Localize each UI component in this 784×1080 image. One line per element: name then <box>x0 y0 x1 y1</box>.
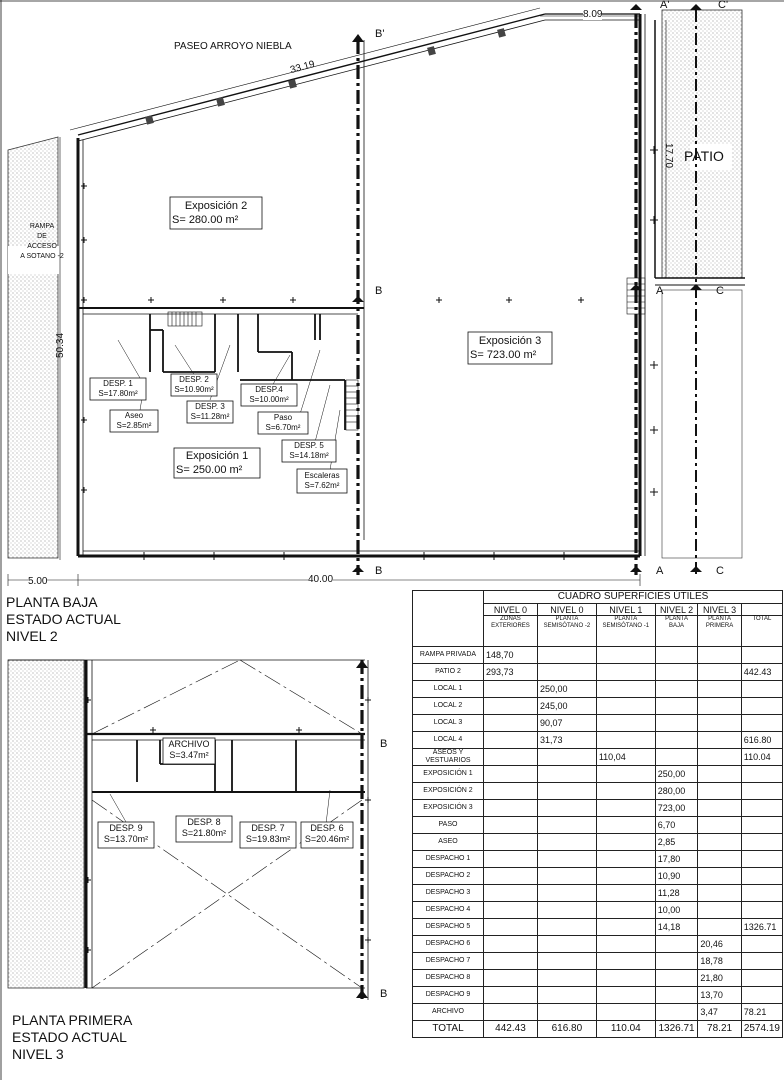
table-cell: 18,78 <box>698 953 741 970</box>
room-exposicion-2 <box>172 199 260 227</box>
room-name: DESP. 2 <box>179 375 209 384</box>
room-name: DESP. 7 <box>251 823 285 833</box>
table-cell <box>537 766 596 783</box>
surface-table <box>412 590 783 1038</box>
total-cell: 110.04 <box>596 1021 655 1038</box>
table-cell <box>484 783 538 800</box>
column-subheader: PLANTA SEMISÓTANO -1 <box>596 616 655 647</box>
table-cell <box>698 766 741 783</box>
row-label: PASO <box>413 817 484 834</box>
table-cell <box>741 868 782 885</box>
row-label: ARCHIVO <box>413 1004 484 1021</box>
table-cell <box>537 817 596 834</box>
table-row <box>413 817 783 834</box>
table-cell <box>484 970 538 987</box>
table-cell <box>484 681 538 698</box>
table-row <box>413 664 783 681</box>
table-cell <box>655 953 698 970</box>
table-cell <box>698 868 741 885</box>
row-label: EXPOSICIÓN 3 <box>413 800 484 817</box>
table-cell <box>741 953 782 970</box>
total-cell: 442.43 <box>484 1021 538 1038</box>
table-cell <box>698 834 741 851</box>
table-cell <box>537 987 596 1004</box>
room-name: Aseo <box>124 411 144 420</box>
table-cell <box>596 698 655 715</box>
table-cell <box>484 987 538 1004</box>
table-cell <box>655 987 698 1004</box>
section-mark-b-top: B' <box>375 28 385 40</box>
ramp-label-line: ACCESO <box>27 243 57 250</box>
table-cell <box>741 902 782 919</box>
table-cell <box>537 664 596 681</box>
room-name: DESP. 3 <box>195 402 225 411</box>
column-subheader: PLANTA PRIMERA <box>698 616 741 647</box>
ramp-label-line: A SOTANO -2 <box>20 253 64 260</box>
table-cell: 6,70 <box>655 817 698 834</box>
room-desp-7 <box>241 823 295 845</box>
room-escaleras <box>298 471 346 491</box>
table-row <box>413 851 783 868</box>
room-desp-5 <box>283 441 335 461</box>
room-area: S= 250.00 m² <box>176 464 243 476</box>
row-label: LOCAL 4 <box>413 732 484 749</box>
room-area: S=13.70m² <box>103 834 149 844</box>
row-label: DESPACHO 5 <box>413 919 484 936</box>
table-cell <box>741 834 782 851</box>
section-mark-b-mid: B <box>375 285 383 297</box>
title-line: NIVEL 2 <box>6 628 58 644</box>
table-cell: 442.43 <box>741 664 782 681</box>
table-cell <box>484 698 538 715</box>
table-cell <box>596 970 655 987</box>
table-cell <box>484 749 538 766</box>
table-cell <box>537 885 596 902</box>
table-cell: 10,00 <box>655 902 698 919</box>
section-mark-c-top: C' <box>718 0 729 11</box>
table-cell: 3,47 <box>698 1004 741 1021</box>
table-row <box>413 800 783 817</box>
row-label: ASEOS Y VESTUARIOS <box>413 749 484 766</box>
table-cell: 293,73 <box>484 664 538 681</box>
section-mark-a-mid: A <box>656 285 664 297</box>
table-cell: 20,46 <box>698 936 741 953</box>
room-desp-4 <box>242 385 296 405</box>
section-mark-b-top-first: B <box>380 738 388 750</box>
row-label: PATIO 2 <box>413 664 484 681</box>
table-cell <box>596 681 655 698</box>
room-exposicion-3 <box>470 334 550 362</box>
totals-row <box>413 1021 783 1038</box>
table-cell <box>698 902 741 919</box>
table-cell <box>698 749 741 766</box>
table-cell <box>537 800 596 817</box>
table-row <box>413 1004 783 1021</box>
table-cell <box>655 732 698 749</box>
row-label: DESPACHO 8 <box>413 970 484 987</box>
dimension-diagonal: 33.19 <box>289 58 317 77</box>
table-cell: 148,70 <box>484 647 538 664</box>
room-area: S=21.80m² <box>181 828 227 838</box>
column-subheader: PLANTA SEMISÓTANO -2 <box>537 616 596 647</box>
table-cell: 245,00 <box>537 698 596 715</box>
row-label: DESPACHO 2 <box>413 868 484 885</box>
first-floor-title <box>12 1012 132 1063</box>
table-cell <box>484 732 538 749</box>
columns <box>81 146 658 560</box>
table-cell <box>537 783 596 800</box>
table-cell <box>596 817 655 834</box>
room-name: ARCHIVO <box>168 739 210 749</box>
table-cell: 11,28 <box>655 885 698 902</box>
table-cell <box>537 919 596 936</box>
table-cell <box>698 885 741 902</box>
table-cell <box>741 766 782 783</box>
ramp-area <box>8 137 58 558</box>
table-cell <box>698 732 741 749</box>
room-name: DESP.4 <box>255 385 283 394</box>
room-area: S= 280.00 m² <box>172 214 239 226</box>
table-cell <box>741 681 782 698</box>
table-cell <box>698 817 741 834</box>
row-label: LOCAL 3 <box>413 715 484 732</box>
table-cell <box>537 851 596 868</box>
room-area: S=11.28m² <box>190 412 230 421</box>
street-label: PASEO ARROYO NIEBLA <box>174 41 292 52</box>
table-cell: 31,73 <box>537 732 596 749</box>
table-cell <box>537 970 596 987</box>
room-area: S=14.18m² <box>289 451 329 460</box>
row-label: EXPOSICIÓN 1 <box>413 766 484 783</box>
table-cell <box>484 817 538 834</box>
room-name: DESP. 1 <box>103 379 133 388</box>
table-cell <box>655 664 698 681</box>
dimension-bottom: 40.00 <box>308 574 334 585</box>
dimension-bottom-left: 5.00 <box>28 576 48 587</box>
dimension-patio: 17.70 <box>663 142 675 169</box>
table-body <box>413 647 783 1021</box>
table-cell <box>596 851 655 868</box>
patio-label: PATIO <box>684 148 724 164</box>
table-cell <box>698 698 741 715</box>
table-cell <box>655 715 698 732</box>
title-line: ESTADO ACTUAL <box>6 611 121 627</box>
room-area: S=19.83m² <box>245 834 291 844</box>
table-cell <box>655 698 698 715</box>
room-area: S= 723.00 m² <box>470 349 537 361</box>
table-cell <box>741 851 782 868</box>
table-cell: 250,00 <box>537 681 596 698</box>
room-area: S=20.46m² <box>304 834 350 844</box>
room-name: Exposición 1 <box>185 450 249 462</box>
table-cell <box>596 919 655 936</box>
room-name: DESP. 8 <box>187 817 221 827</box>
table-row <box>413 834 783 851</box>
table-cell <box>596 800 655 817</box>
dimension-side: 50.34 <box>55 332 67 359</box>
table-cell <box>698 664 741 681</box>
table-cell <box>741 885 782 902</box>
room-name: Exposición 3 <box>478 335 542 347</box>
table-cell: 90,07 <box>537 715 596 732</box>
table-cell <box>484 936 538 953</box>
room-area: S=3.47m² <box>169 750 209 760</box>
patio-strip <box>662 290 742 558</box>
room-desp-6 <box>302 823 352 845</box>
room-desp-1 <box>91 379 145 399</box>
table-row <box>413 732 783 749</box>
section-mark-b-bottom: B <box>375 565 383 577</box>
room-aseo <box>111 411 157 431</box>
table-cell <box>698 919 741 936</box>
table-cell <box>596 766 655 783</box>
table-row <box>413 953 783 970</box>
room-area: S=7.62m² <box>304 481 340 490</box>
section-mark-a-bottom: A <box>656 565 664 577</box>
table-cell: 14,18 <box>655 919 698 936</box>
section-mark-b-bottom-first: B <box>380 988 388 1000</box>
table-cell <box>741 698 782 715</box>
first-floor-dotted-area <box>8 660 84 988</box>
table-cell: 280,00 <box>655 783 698 800</box>
table-cell <box>537 749 596 766</box>
table-cell <box>596 783 655 800</box>
table-cell <box>596 1004 655 1021</box>
table-cell <box>484 851 538 868</box>
room-desp-3 <box>188 402 232 422</box>
table-cell <box>741 800 782 817</box>
table-row <box>413 885 783 902</box>
table-cell <box>655 970 698 987</box>
table-cell <box>596 885 655 902</box>
level-header: NIVEL 0 <box>484 604 538 616</box>
table-cell <box>537 953 596 970</box>
table-cell <box>484 1004 538 1021</box>
title-line: NIVEL 3 <box>12 1046 64 1062</box>
room-desp-8 <box>177 817 231 839</box>
table-cell <box>596 987 655 1004</box>
room-area: S=17.80m² <box>98 389 138 398</box>
table-cell <box>741 715 782 732</box>
table-cell <box>596 902 655 919</box>
room-archivo <box>164 739 214 761</box>
row-label: LOCAL 1 <box>413 681 484 698</box>
table-cell <box>596 732 655 749</box>
table-cell: 17,80 <box>655 851 698 868</box>
table-row <box>413 936 783 953</box>
table-cell <box>698 783 741 800</box>
row-label: DESPACHO 9 <box>413 987 484 1004</box>
table-cell <box>484 953 538 970</box>
table-cell: 723,00 <box>655 800 698 817</box>
table-cell <box>741 936 782 953</box>
room-name: DESP. 6 <box>310 823 344 833</box>
table-cell <box>741 817 782 834</box>
table-cell: 10,90 <box>655 868 698 885</box>
table-cell <box>484 800 538 817</box>
ramp-label-line: DE <box>37 233 47 240</box>
section-mark-c-bottom: C <box>716 565 724 577</box>
ground-floor-title <box>6 594 121 645</box>
table-row <box>413 766 783 783</box>
total-cell: 1326.71 <box>655 1021 698 1038</box>
table-cell <box>484 919 538 936</box>
column-subheader: TOTAL <box>741 616 782 647</box>
row-label: DESPACHO 3 <box>413 885 484 902</box>
table-caption-spacer <box>413 591 484 647</box>
level-header: NIVEL 0 <box>537 604 596 616</box>
table-cell <box>698 800 741 817</box>
room-area: S=10.90m² <box>174 385 214 394</box>
ramp-label <box>8 222 76 262</box>
table-row <box>413 715 783 732</box>
table-row <box>413 902 783 919</box>
table-cell: 21,80 <box>698 970 741 987</box>
room-paso <box>259 413 307 433</box>
table-row <box>413 987 783 1004</box>
total-cell: 78.21 <box>698 1021 741 1038</box>
row-label: RAMPA PRIVADA <box>413 647 484 664</box>
table-cell <box>698 647 741 664</box>
table-cell <box>741 970 782 987</box>
room-name: Escaleras <box>304 471 340 480</box>
room-area: S=2.85m² <box>116 421 152 430</box>
table-cell <box>484 902 538 919</box>
table-cell: 1326.71 <box>741 919 782 936</box>
table-row <box>413 647 783 664</box>
total-cell: 616.80 <box>537 1021 596 1038</box>
table-cell <box>537 834 596 851</box>
row-label: ASEO <box>413 834 484 851</box>
table-row <box>413 698 783 715</box>
table-cell <box>484 715 538 732</box>
room-desp-9 <box>99 823 153 845</box>
row-label: DESPACHO 6 <box>413 936 484 953</box>
table-cell <box>655 647 698 664</box>
table-cell <box>596 664 655 681</box>
table-cell <box>741 783 782 800</box>
table-row <box>413 681 783 698</box>
table-cell <box>596 715 655 732</box>
level-header-empty <box>741 604 782 616</box>
row-label: LOCAL 2 <box>413 698 484 715</box>
row-label: DESPACHO 4 <box>413 902 484 919</box>
table-caption: CUADRO SUPERFICIES ÚTILES <box>484 591 783 604</box>
level-header: NIVEL 2 <box>655 604 698 616</box>
section-mark-c-mid: C <box>716 285 724 297</box>
row-label: DESPACHO 7 <box>413 953 484 970</box>
room-name: Exposición 2 <box>184 200 248 212</box>
table-cell <box>698 851 741 868</box>
title-line: PLANTA PRIMERA <box>12 1012 133 1028</box>
table-cell <box>484 868 538 885</box>
room-exposicion-1 <box>176 449 258 477</box>
table-cell: 250,00 <box>655 766 698 783</box>
room-area: S=10.00m² <box>249 395 289 404</box>
table-cell <box>537 1004 596 1021</box>
column-subheader: ZONAS EXTERIORES <box>484 616 538 647</box>
level-header: NIVEL 1 <box>596 604 655 616</box>
table-cell <box>484 834 538 851</box>
table-cell <box>655 749 698 766</box>
table-cell <box>741 987 782 1004</box>
table-cell: 110,04 <box>596 749 655 766</box>
table-cell <box>698 681 741 698</box>
level-header: NIVEL 3 <box>698 604 741 616</box>
total-label: TOTAL <box>413 1021 484 1038</box>
title-line: ESTADO ACTUAL <box>12 1029 127 1045</box>
table-cell <box>655 936 698 953</box>
room-desp-2 <box>172 375 216 395</box>
column-subheader: PLANTA BAJA <box>655 616 698 647</box>
row-label: DESPACHO 1 <box>413 851 484 868</box>
table-row <box>413 919 783 936</box>
table-cell <box>741 647 782 664</box>
table-cell <box>596 834 655 851</box>
table-cell <box>655 681 698 698</box>
table-cell <box>596 868 655 885</box>
table-cell <box>537 902 596 919</box>
table-cell <box>596 953 655 970</box>
ramp-label-line: RAMPA <box>29 223 55 230</box>
stairs <box>168 278 645 430</box>
table-row <box>413 970 783 987</box>
table-cell <box>596 647 655 664</box>
dimension-top: 8.09 <box>583 9 603 20</box>
table-row <box>413 749 783 766</box>
table-cell <box>596 936 655 953</box>
table-cell: 616.80 <box>741 732 782 749</box>
table-cell: 110.04 <box>741 749 782 766</box>
table-cell <box>698 715 741 732</box>
table-cell: 13,70 <box>698 987 741 1004</box>
table-cell: 2,85 <box>655 834 698 851</box>
table-row <box>413 868 783 885</box>
room-name: DESP. 9 <box>109 823 143 833</box>
room-name: DESP. 5 <box>294 441 324 450</box>
room-name: Paso <box>273 413 293 422</box>
table-row <box>413 783 783 800</box>
title-line: PLANTA BAJA <box>6 594 98 610</box>
table-cell <box>537 647 596 664</box>
table-cell: 78.21 <box>741 1004 782 1021</box>
section-mark-a-top: A' <box>660 0 670 11</box>
table-cell <box>537 936 596 953</box>
table-cell <box>537 868 596 885</box>
room-area: S=6.70m² <box>265 423 301 432</box>
table-cell <box>484 885 538 902</box>
table-cell <box>484 766 538 783</box>
total-cell: 2574.19 <box>741 1021 782 1038</box>
table-cell <box>655 1004 698 1021</box>
row-label: EXPOSICIÓN 2 <box>413 783 484 800</box>
